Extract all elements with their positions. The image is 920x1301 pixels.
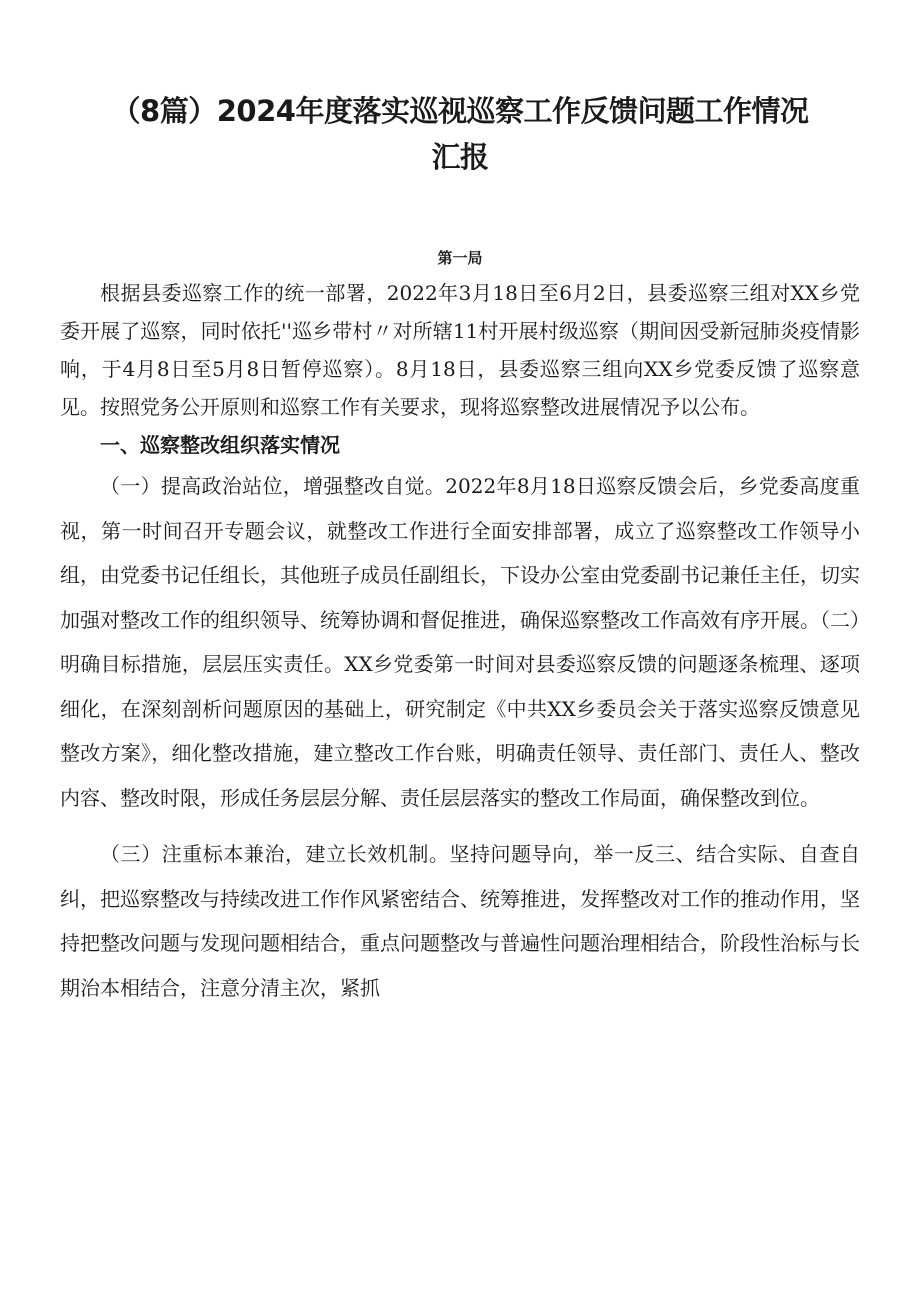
document-body [60, 274, 860, 1010]
section-label: 第一局 [437, 249, 483, 267]
title-line-1: （8篇）2024年度落实巡视巡察工作反馈问题工作情况 [111, 94, 809, 128]
heading-rectification: 一、巡察整改组织落实情况 [100, 433, 340, 457]
document-title [60, 88, 860, 180]
paragraph-long-term: （三）注重标本兼治，建立长效机制。坚持问题导向，举一反三、结合实际、自查自纠，把巡察整改与持续改进工作作风紧密结合、统筹推进，发挥整改对工作的推动作用，坚持把整改问题与发现问题相结合，重点问题整改与普遍性问题治理相结合，阶段性治标与长期治本相结合，注意分清主次，紧抓 [60, 842, 860, 1000]
paragraph-measures: （一）提高政治站位，增强整改自觉。2022年8月18日巡察反馈会后，乡党委高度重视，第一时间召开专题会议，就整改工作进行全面安排部署，成立了巡察整改工作领导小组，由党委书记任组长，其他班子成员任副组长，下设办公室由党委副书记兼任主任，切实加强对整改工作的组织领导、统筹协调和督促推进，确保巡察整改工作高效有序开展。（二）明确目标措施，层层压实责任。XX乡党委第一时间对县委巡察反馈的问题逐条梳理、逐项细化，在深刻剖析问题原因的基础上，研究制定《中共XX乡委员会关于落实巡察反馈意见整改方案》，细化整改措施，建立整改工作台账，明确责任领导、责任部门、责任人、整改内容、整改时限，形成任务层层分解、责任层层落实的整改工作局面，确保整改到位。 [60, 474, 860, 810]
title-line-2: 汇报 [431, 140, 489, 174]
paragraph-intro: 根据县委巡察工作的统一部署，2022年3月18日至6月2日，县委巡察三组对XX乡党委开展了巡察，同时依托''巡乡带村〃对所辖11村开展村级巡察（期间因受新冠肺炎疫情影响，于4月8日至5月8日暂停巡察）。8月18日，县委巡察三组向XX乡党委反馈了巡察意见。按照党务公开原则和巡察工作有关要求，现将巡察整改进展情况予以公布。 [60, 281, 860, 419]
